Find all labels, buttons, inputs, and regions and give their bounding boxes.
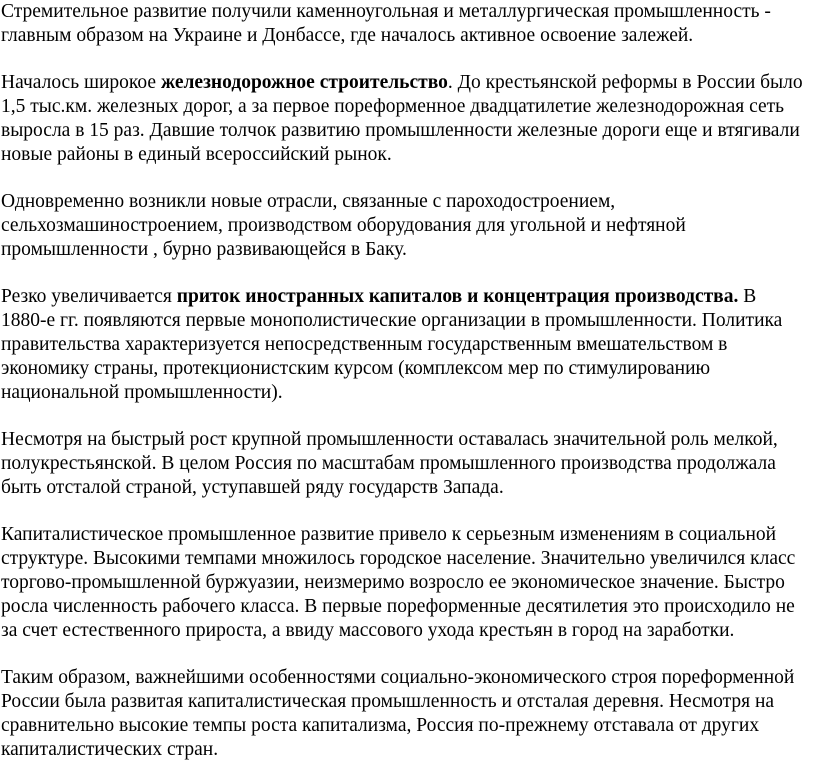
text-line: выросла в 15 раз. Давшие толчок развитию промышленности железные дороги еще и втягивали bbox=[1, 120, 800, 141]
paragraph-2 bbox=[1, 71, 816, 167]
text-line: новые районы в единый всероссийский рынок. bbox=[1, 144, 392, 165]
text-line: Капиталистическое промышленное развитие привело к серьезным изменениям в социальной bbox=[1, 524, 777, 545]
paragraph-1 bbox=[1, 0, 816, 48]
paragraph-gap bbox=[1, 643, 816, 666]
paragraph-5 bbox=[1, 428, 816, 500]
paragraph-3 bbox=[1, 190, 816, 262]
text-line: Одновременно возникли новые отрасли, связанные с пароходостроением, bbox=[1, 191, 616, 212]
text-line: Резко увеличивается приток иностранных капиталов и концентрация производства. В bbox=[1, 286, 757, 307]
text-line: быть отсталой страной, уступавшей ряду государств Запада. bbox=[1, 477, 504, 498]
text-line: капиталистических стран. bbox=[1, 739, 219, 760]
text-line: сельхозмашиностроением, производством оборудования для угольной и нефтяной bbox=[1, 215, 686, 236]
text-line: сравнительно высокие темпы роста капитализма, Россия по-прежнему отставала от других bbox=[1, 715, 760, 736]
text-line: за счет естественного прироста, а ввиду массового ухода крестьян в город на заработки. bbox=[1, 620, 735, 641]
text-line: главным образом на Украине и Донбассе, где началось активное освоение залежей. bbox=[1, 25, 694, 46]
text-line: Стремительное развитие получили каменноугольная и металлургическая промышленность - bbox=[1, 1, 771, 22]
text-line: полукрестьянской. В целом Россия по масштабам промышленного производства продолжала bbox=[1, 453, 776, 474]
text-line: торгово-промышленной буржуазии, неизмеримо возросло ее экономическое значение. Быстро bbox=[1, 572, 785, 593]
paragraph-6 bbox=[1, 523, 816, 643]
bold-phrase-railway-construction: железнодорожное строительство bbox=[160, 72, 448, 93]
text-line: экономику страны, протекционистским курсом (комплексом мер по стимулированию bbox=[1, 358, 711, 379]
paragraph-gap bbox=[1, 48, 816, 71]
text-line: 1,5 тыс.км. железных дорог, а за первое пореформенное двадцатилетие железнодорожная сеть bbox=[1, 96, 785, 117]
text-line: структуре. Высокими темпами множилось городское население. Значительно увеличился класс bbox=[1, 548, 796, 569]
text-line: правительства характеризуется непосредственным государственным вмешательством в bbox=[1, 334, 728, 355]
paragraph-gap bbox=[1, 500, 816, 523]
bold-phrase-foreign-capital: приток иностранных капиталов и концентрация производства. bbox=[176, 286, 739, 307]
paragraph-gap bbox=[1, 262, 816, 285]
text-line: 1880-е гг. появляются первые монополистические организации в промышленности. Политика bbox=[1, 310, 783, 331]
text-line: России была развитая капиталистическая промышленность и отсталая деревня. Несмотря на bbox=[1, 691, 775, 712]
paragraph-7 bbox=[1, 666, 816, 762]
text-line: промышленности , бурно развивающейся в Баку. bbox=[1, 239, 407, 260]
paragraph-4 bbox=[1, 285, 816, 405]
text-line: национальной промышленности). bbox=[1, 382, 283, 403]
paragraph-gap bbox=[1, 167, 816, 190]
text-line: Началось широкое железнодорожное строительство. До крестьянской реформы в России было bbox=[1, 72, 803, 93]
text-line: Несмотря на быстрый рост крупной промышленности оставалась значительной роль мелкой, bbox=[1, 429, 778, 450]
text-line: Таким образом, важнейшими особенностями социально-экономического строя пореформенной bbox=[1, 667, 795, 688]
text-line: росла численность рабочего класса. В первые пореформенные десятилетия это происходило не bbox=[1, 596, 795, 617]
paragraph-gap bbox=[1, 405, 816, 428]
